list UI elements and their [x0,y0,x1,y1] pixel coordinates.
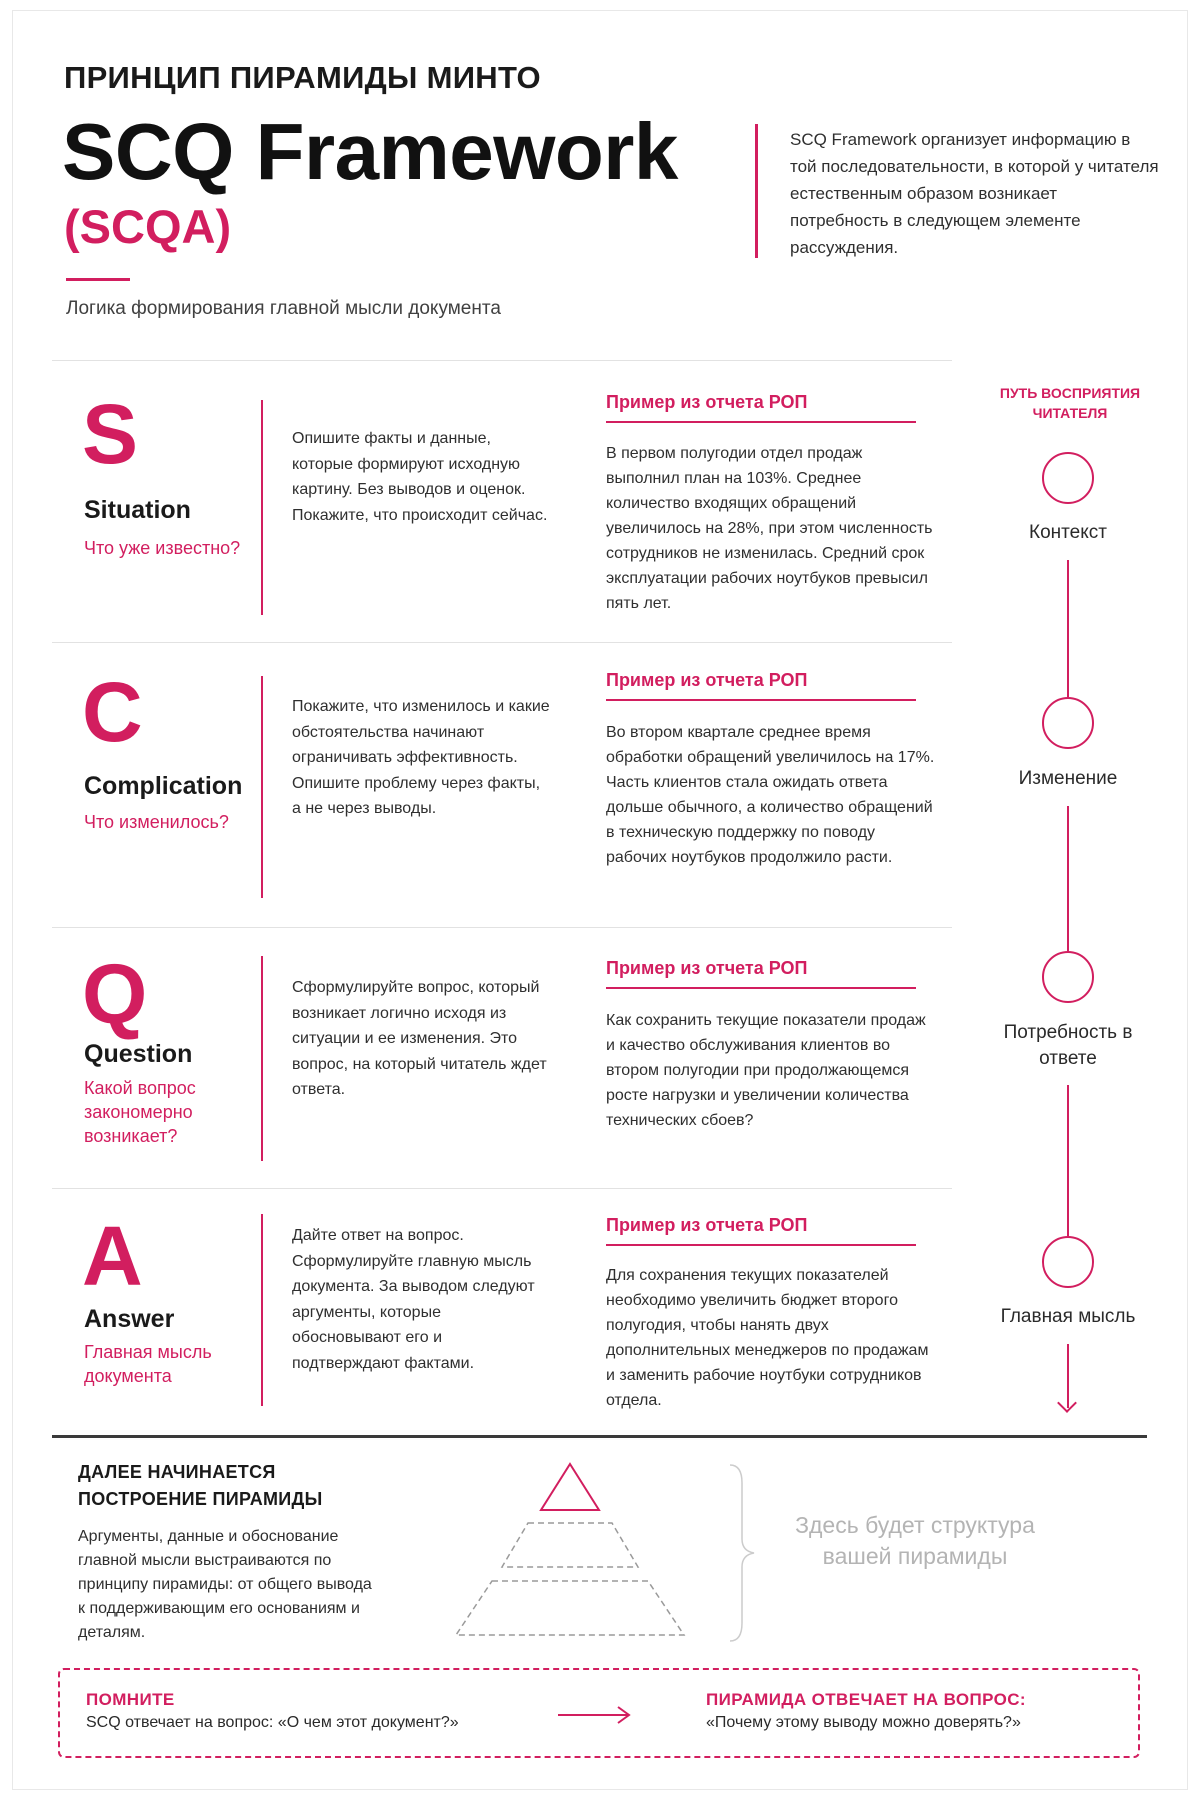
row-term: Situation [84,496,191,524]
example-text: В первом полугодии отдел продаж выполнил план на 103%. Среднее количество входящих обращений увеличилось на 28%, при этом численность сотрудников не изменилась. Средний срок эксплуатации рабочих ноутбуков превысил пять лет. [606,445,933,612]
section-rule [52,1435,1147,1438]
example-underline [606,987,916,989]
example-title: Пример из отчета РОП [606,392,808,412]
pyramid-question-title: ПИРАМИДА ОТВЕЧАЕТ НА ВОПРОС: [706,1690,1026,1709]
header-divider [755,124,758,258]
row-term: Question [84,1040,193,1068]
pyramid-placeholder: Здесь будет структура вашей пирамиды [795,1512,1035,1569]
reader-path-title: ПУТЬ ВОСПРИЯТИЯ ЧИТАТЕЛЯ [999,385,1141,421]
page-subtitle: (SCQA) [64,200,232,253]
intro-text: SCQ Framework организует информацию в той последовательности, в которой у читателя естественным образом возникает потребность в следующем элементе рассуждения. [790,130,1159,257]
row-divider [261,676,263,898]
next-text: Аргументы, данные и обоснование главной мысли выстраиваются по принципу пирамиды: от общего вывода к поддерживающим его основаниям и деталям. [78,1528,372,1641]
example-text: Во втором квартале среднее время обработки обращений увеличилось на 17%. Часть клиентов стала ожидать ответа дольше обычного, а количество обращений в техническую поддержку по поводу рабочих ноутбуков продолжило расти. [606,724,935,866]
row-description: Сформулируйте вопрос, который возникает логично исходя из ситуации и ее изменения. Это вопрос, на который читатель ждет ответа. [292,979,547,1098]
path-label: Изменение [1018,768,1118,789]
example-underline [606,421,916,423]
row-letter: Q [82,947,148,1041]
path-connector [1067,1085,1069,1236]
brace-icon [728,1463,758,1643]
row-term: Complication [84,772,243,800]
example-title: Пример из отчета РОП [606,1215,808,1235]
arrow-right-icon [556,1705,632,1725]
row-separator [52,1188,952,1189]
path-label: Главная мысль [1000,1306,1136,1327]
row-letter: A [82,1209,143,1303]
row-term: Answer [84,1305,175,1333]
row-separator [52,360,952,361]
example-title: Пример из отчета РОП [606,670,808,690]
row-divider [261,1214,263,1406]
row-question: Что уже известно? [84,538,241,558]
row-divider [261,400,263,615]
next-title: ДАЛЕЕ НАЧИНАЕТСЯ ПОСТРОЕНИЕ ПИРАМИДЫ [78,1462,323,1509]
row-description: Опишите факты и данные, которые формируют исходную картину. Без выводов и оценок. Покажите, что происходит сейчас. [292,430,548,524]
example-underline [606,699,916,701]
row-question: Что изменилось? [84,812,229,832]
path-node [1042,951,1094,1003]
row-separator [52,927,952,928]
pyramid-question-text: «Почему этому выводу можно доверять?» [706,1714,1021,1731]
example-underline [606,1244,916,1246]
pyramid-icon [450,1460,700,1640]
example-title: Пример из отчета РОП [606,958,808,978]
example-text: Как сохранить текущие показатели продаж и качество обслуживания клиентов во втором полугодии при продолжающемся росте нагрузки и увеличении количества технических сбоев? [606,1012,926,1129]
row-question: Главная мысль документа [84,1342,212,1386]
row-letter: S [82,387,139,481]
row-description: Дайте ответ на вопрос. Сформулируйте главную мысль документа. За выводом следуют аргументы, которые обосновывают его и подтверждают фактами. [292,1227,535,1372]
path-label: Контекст [1029,522,1107,543]
page-title: SCQ Framework [62,107,678,196]
path-connector [1067,806,1069,951]
path-connector [1067,560,1069,697]
title-underline [66,278,130,281]
path-label: Потребность в ответе [1003,1022,1133,1069]
path-node [1042,697,1094,749]
path-node [1042,1236,1094,1288]
remember-text: SCQ отвечает на вопрос: «О чем этот документ?» [86,1714,459,1731]
row-separator [52,642,952,643]
row-letter: C [82,665,143,759]
example-text: Для сохранения текущих показателей необходимо увеличить бюджет второго полугодия, чтобы нанять двух дополнительных менеджеров по продажам и заменить рабочие ноутбуки сотрудников отдела. [606,1267,929,1409]
row-divider [261,956,263,1161]
path-node [1042,452,1094,504]
remember-title: ПОМНИТЕ [86,1690,175,1709]
row-description: Покажите, что изменилось и какие обстоятельства начинают ограничивать эффективность. Опишите проблему через факты, а не через выводы. [292,698,550,817]
tagline: Логика формирования главной мысли документа [66,298,501,319]
row-question: Какой вопрос закономерно возникает? [84,1078,196,1146]
kicker: ПРИНЦИП ПИРАМИДЫ МИНТО [64,60,541,95]
